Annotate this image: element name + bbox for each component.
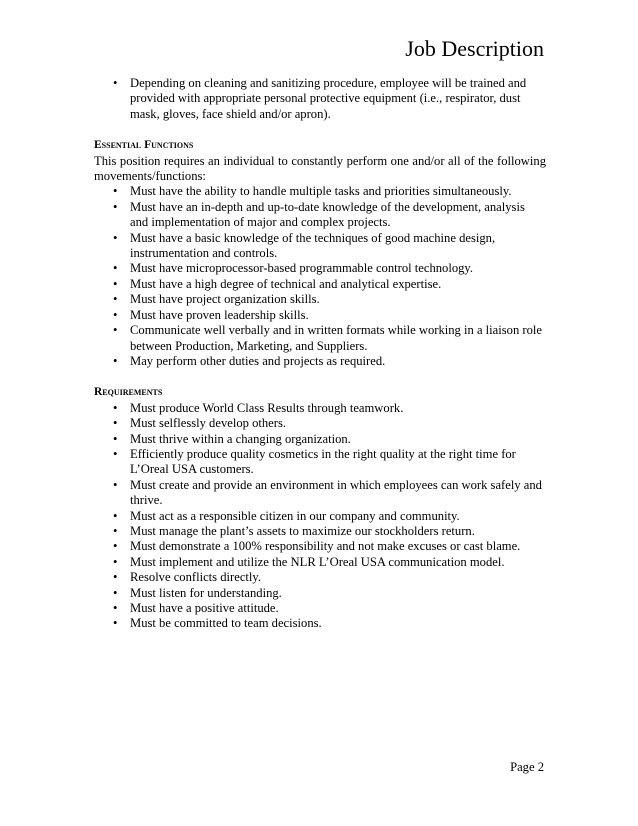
section-heading-essential-functions: Essential Functions [94,139,194,152]
list-item: • Must implement and utilize the NLR L’Oreal USA communication model. [94,555,546,570]
list-item: • Depending on cleaning and sanitizing procedure, employee will be trained and provided with appropriate personal protective equipment (i.e., respirator, dust mask, gloves, face shield and/or apron). [94,76,546,122]
list-item: • Must have proven leadership skills. [94,308,546,323]
list-item: • Must manage the plant’s assets to maximize our stockholders return. [94,524,546,539]
list-item: • Must have a positive attitude. [94,601,546,616]
list-item: • Must have a basic knowledge of the techniques of good machine design, instrumentation and controls. [94,231,546,262]
list-item: • Must thrive within a changing organization. [94,432,546,447]
section-heading-requirements: Requirements [94,386,163,399]
list-item: • Must have an in-depth and up-to-date knowledge of the development, analysis and implementation of major and complex projects. [94,200,546,231]
intro-bullet-list [94,76,546,122]
requirements-section [94,385,546,632]
essential-functions-list [94,184,546,369]
page-header-title: Job Description [405,36,544,61]
list-item: • Must listen for understanding. [94,586,546,601]
list-item: • Must demonstrate a 100% responsibility and not make excuses or cast blame. [94,539,546,554]
list-item: • Must have project organization skills. [94,292,546,307]
list-item: • Must have the ability to handle multiple tasks and priorities simultaneously. [94,184,546,199]
list-item: • Must selflessly develop others. [94,416,546,431]
list-item: • Must have microprocessor-based programmable control technology. [94,261,546,276]
list-item: • Must have a high degree of technical and analytical expertise. [94,277,546,292]
essential-functions-section [94,138,546,369]
list-item: • Efficiently produce quality cosmetics in the right quality at the right time for L’Oreal USA customers. [94,447,546,478]
list-item: • Must be committed to team decisions. [94,616,546,631]
essential-functions-intro: This position requires an individual to constantly perform one and/or all of the following movements/functions: [94,153,546,184]
list-item: • Must create and provide an environment in which employees can work safely and thrive. [94,478,546,509]
list-item: • Resolve conflicts directly. [94,570,546,585]
list-item: • May perform other duties and projects as required. [94,354,546,369]
list-item: • Communicate well verbally and in written formats while working in a liaison role between Production, Marketing, and Suppliers. [94,323,546,354]
list-item: • Must produce World Class Results through teamwork. [94,401,546,416]
list-item: • Must act as a responsible citizen in our company and community. [94,509,546,524]
page-number: Page 2 [510,760,544,774]
document-body [94,76,546,648]
requirements-list [94,401,546,632]
